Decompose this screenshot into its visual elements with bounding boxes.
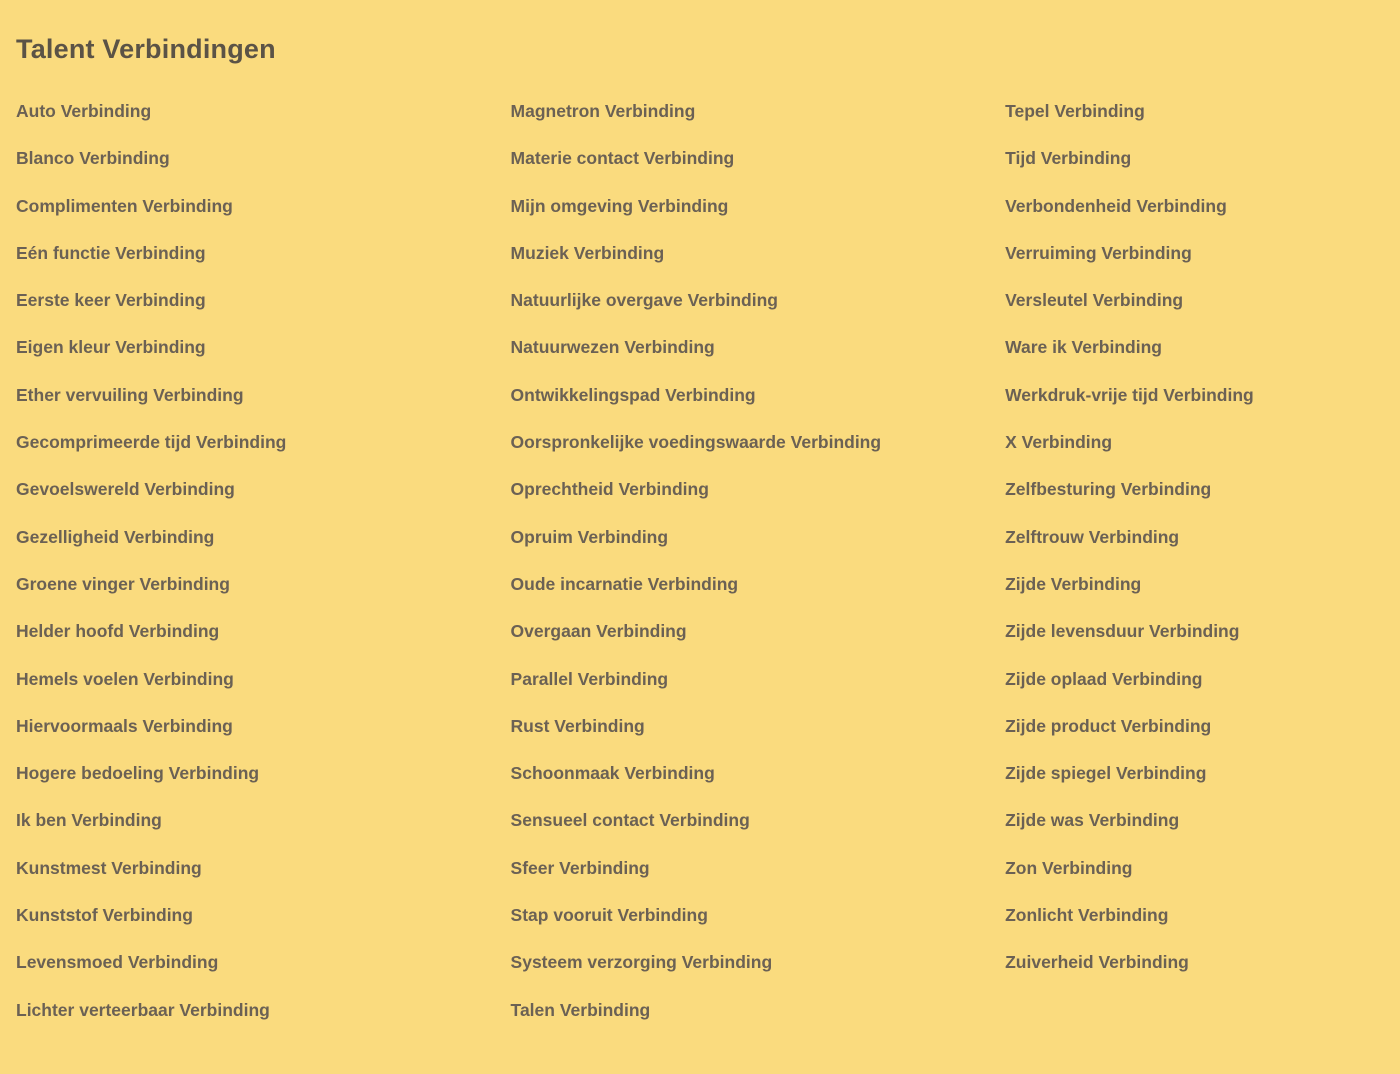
talent-link[interactable]: Versleutel Verbinding xyxy=(1005,290,1184,311)
talent-link[interactable]: Hogere bedoeling Verbinding xyxy=(16,763,260,784)
talent-link[interactable]: Blanco Verbinding xyxy=(16,148,170,169)
talent-link[interactable]: Talen Verbinding xyxy=(510,999,651,1020)
talent-link[interactable]: Muziek Verbinding xyxy=(510,242,665,263)
talent-link[interactable]: Zelftrouw Verbinding xyxy=(1005,526,1180,547)
talent-link[interactable]: Lichter verteerbaar Verbinding xyxy=(16,999,270,1020)
talent-link[interactable]: Parallel Verbinding xyxy=(510,668,669,689)
talent-link[interactable]: Hiervoormaals Verbinding xyxy=(16,715,233,736)
link-columns xyxy=(0,101,1400,1047)
talent-link[interactable]: Gecomprimeerde tijd Verbinding xyxy=(16,432,287,453)
talent-link[interactable]: Materie contact Verbinding xyxy=(510,148,735,169)
talent-link[interactable]: Zijde was Verbinding xyxy=(1005,810,1180,831)
talent-link[interactable]: Kunststof Verbinding xyxy=(16,905,193,926)
talent-link[interactable]: Natuurwezen Verbinding xyxy=(510,337,715,358)
talent-link[interactable]: Systeem verzorging Verbinding xyxy=(510,952,773,973)
talent-link[interactable]: Zuiverheid Verbinding xyxy=(1005,952,1189,973)
link-column-1 xyxy=(16,101,511,1047)
talent-link[interactable]: Hemels voelen Verbinding xyxy=(16,668,234,689)
talent-link[interactable]: Werkdruk-vrije tijd Verbinding xyxy=(1005,384,1254,405)
talent-link[interactable]: Kunstmest Verbinding xyxy=(16,857,202,878)
talent-link[interactable]: Zelfbesturing Verbinding xyxy=(1005,479,1212,500)
talent-link[interactable]: Natuurlijke overgave Verbinding xyxy=(510,290,778,311)
talent-link[interactable]: Oude incarnatie Verbinding xyxy=(510,573,739,594)
talent-link[interactable]: Tijd Verbinding xyxy=(1005,148,1132,169)
talent-link[interactable]: Zon Verbinding xyxy=(1005,857,1133,878)
talent-link[interactable]: Rust Verbinding xyxy=(510,715,645,736)
talent-link[interactable]: Groene vinger Verbinding xyxy=(16,573,230,594)
talent-link[interactable]: Ware ik Verbinding xyxy=(1005,337,1162,358)
talent-link[interactable]: Sfeer Verbinding xyxy=(510,857,650,878)
talent-link[interactable]: Eerste keer Verbinding xyxy=(16,290,206,311)
talent-link[interactable]: Auto Verbinding xyxy=(16,101,152,121)
bottom-spacer xyxy=(0,1052,1400,1074)
talent-link[interactable]: Eén functie Verbinding xyxy=(16,242,206,263)
talent-link[interactable]: Oorspronkelijke voedingswaarde Verbinding xyxy=(510,432,882,453)
talent-link[interactable]: Zijde levensduur Verbinding xyxy=(1005,621,1240,642)
talent-link[interactable]: Levensmoed Verbinding xyxy=(16,952,219,973)
talent-link[interactable]: Opruim Verbinding xyxy=(510,526,669,547)
talent-link[interactable]: Magnetron Verbinding xyxy=(510,101,696,121)
talent-link[interactable]: Complimenten Verbinding xyxy=(16,195,233,216)
talent-link[interactable]: Ontwikkelingspad Verbinding xyxy=(510,384,756,405)
talent-link[interactable]: Verbondenheid Verbinding xyxy=(1005,195,1227,216)
talent-link[interactable]: Helder hoofd Verbinding xyxy=(16,621,220,642)
talent-link[interactable]: Zijde spiegel Verbinding xyxy=(1005,763,1207,784)
talent-link[interactable]: Zonlicht Verbinding xyxy=(1005,905,1169,926)
talent-link[interactable]: Eigen kleur Verbinding xyxy=(16,337,206,358)
talent-link[interactable]: Oprechtheid Verbinding xyxy=(510,479,709,500)
talent-link[interactable]: Gezelligheid Verbinding xyxy=(16,526,215,547)
link-column-3 xyxy=(1005,101,1384,1047)
talent-link[interactable]: Overgaan Verbinding xyxy=(510,621,687,642)
talent-link[interactable]: Verruiming Verbinding xyxy=(1005,242,1192,263)
talent-link[interactable]: Stap vooruit Verbinding xyxy=(510,905,708,926)
talent-link[interactable]: Gevoelswereld Verbinding xyxy=(16,479,235,500)
talent-link[interactable]: Schoonmaak Verbinding xyxy=(510,763,715,784)
talent-link[interactable]: Sensueel contact Verbinding xyxy=(510,810,750,831)
talent-link[interactable]: Zijde Verbinding xyxy=(1005,573,1142,594)
talent-link[interactable]: Tepel Verbinding xyxy=(1005,101,1145,121)
talent-link[interactable]: Ik ben Verbinding xyxy=(16,810,162,831)
talent-link[interactable]: Zijde product Verbinding xyxy=(1005,715,1212,736)
talent-link[interactable]: Ether vervuiling Verbinding xyxy=(16,384,244,405)
talent-link[interactable]: X Verbinding xyxy=(1005,432,1113,453)
talent-link[interactable]: Zijde oplaad Verbinding xyxy=(1005,668,1203,689)
talent-link[interactable]: Mijn omgeving Verbinding xyxy=(510,195,729,216)
page-title: Talent Verbindingen xyxy=(16,34,276,64)
link-column-2 xyxy=(511,101,1006,1047)
